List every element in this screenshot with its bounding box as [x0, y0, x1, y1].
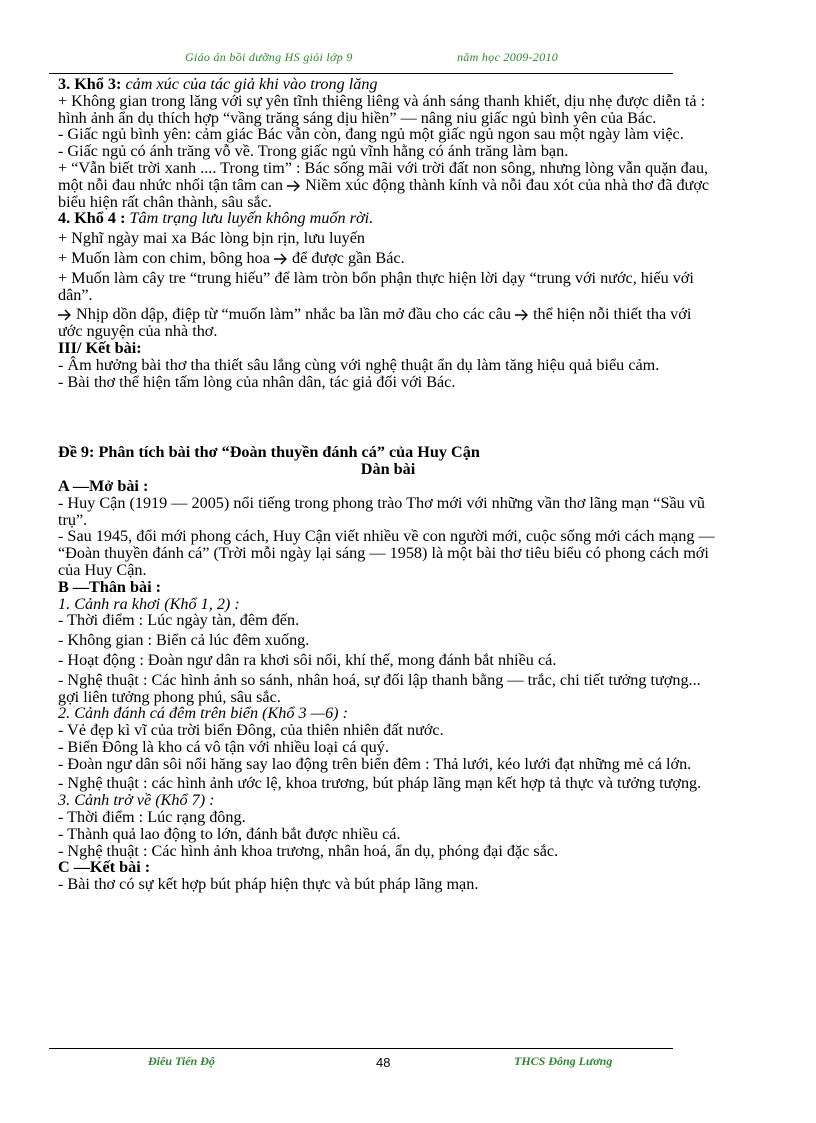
- paragraph: - Nghệ thuật : Các hình ảnh so sánh, nhân hoá, sự đối lập thanh bằng — trắc, chi tiết tưởng tượng... gợi liên tưởng phong phú, sâu sắc.: [58, 670, 701, 706]
- footer-author: Điêu Tiến Độ: [148, 1054, 215, 1068]
- paragraph: + Muốn làm cây tre “trung hiếu” để làm tròn bổn phận thực hiện lời dạy “trung với nước, hiếu với dân”.: [58, 268, 694, 304]
- paragraph: + Muốn làm con chim, bông hoa để được gần Bác.: [58, 248, 405, 267]
- paragraph: - Hoạt động : Đoàn ngư dân ra khơi sôi nổi, khí thế, mong đánh bắt nhiều cá.: [58, 650, 557, 669]
- paragraph: + “Vẫn biết trời xanh .... Trong tim” : Bác sống mãi với trời đất non sông, nhưng lòng vẫn quặn đau, một nỗi đau nhức nhối tận tâm can Niềm xúc động thành kính và nỗi đau xót của nhà thơ đã được biểu hiện rất chân thành, sâu sắc.: [58, 158, 710, 211]
- subsection-heading: 3. Cảnh trở về (Khổ 7) :: [58, 791, 215, 810]
- arrow-right-icon: [515, 306, 529, 323]
- paragraph: - Giấc ngủ bình yên: cảm giác Bác vẫn còn, đang ngủ một giấc ngủ ngon sau một ngày làm việc.: [58, 125, 684, 144]
- exercise-subtitle: Dàn bài: [360, 460, 416, 479]
- section-kho4-heading: 4. Khổ 4 : Tâm trạng lưu luyến không muốn rời.: [58, 209, 374, 228]
- arrow-right-icon: [274, 250, 288, 267]
- paragraph: - Biển Đông là kho cá vô tận với nhiều loại cá quý.: [58, 737, 389, 756]
- section-a-heading: A —Mở bài :: [58, 476, 149, 495]
- header-rule: [49, 73, 673, 74]
- paragraph: - Huy Cận (1919 — 2005) nổi tiếng trong phong trào Thơ mới với những vần thơ lãng mạn “Sầu vũ trụ”.: [58, 493, 705, 529]
- exercise-title: Đề 9: Phân tích bài thơ “Đoàn thuyền đánh cá” của Huy Cận: [58, 443, 480, 462]
- paragraph: - Giấc ngủ có ánh trăng vỗ về. Trong giấc ngủ vĩnh hằng có ánh trăng làm bạn.: [58, 142, 569, 161]
- page-content: [58, 76, 718, 893]
- page-number: 48: [376, 1055, 391, 1070]
- paragraph: - Đoàn ngư dân sôi nổi hăng say lao động trên biển đêm : Thả lưới, kéo lưới đạt những mẻ cá lớn.: [58, 754, 692, 773]
- paragraph: - Vẻ đẹp kì vĩ của trời biển Đông, của thiên nhiên đất nước.: [58, 721, 444, 740]
- paragraph: - Sau 1945, đổi mới phong cách, Huy Cận viết nhiều về con người mới, cuộc sống mới cách mạng — “Đoàn thuyền đánh cá” (Trời mỗi ngày lại sáng — 1958) là một bài thơ tiêu biểu có phong cách mới của Huy Cận.: [58, 527, 715, 579]
- paragraph: Nhịp dồn dập, điệp từ “muốn làm” nhắc ba lần mở đầu cho các câu thể hiện nỗi thiết tha với ước nguyện của nhà thơ.: [58, 305, 692, 341]
- paragraph: - Bài thơ có sự kết hợp bút pháp hiện thực và bút pháp lãng mạn.: [58, 875, 479, 894]
- section-b-heading: B —Thân bài :: [58, 577, 162, 596]
- paragraph: - Âm hưởng bài thơ tha thiết sâu lắng cùng với nghệ thuật ẩn dụ làm tăng hiệu quả biểu cảm.: [58, 355, 660, 374]
- paragraph: - Thời điểm : Lúc rạng đông.: [58, 808, 246, 827]
- header-right-text: năm học 2009-2010: [457, 50, 559, 64]
- subsection-heading: 1. Cảnh ra khơi (Khổ 1, 2) :: [58, 594, 240, 613]
- footer-school: THCS Đông Lương: [514, 1054, 613, 1068]
- paragraph: - Bài thơ thể hiện tấm lòng của nhân dân, tác giả đối với Bác.: [58, 372, 456, 391]
- arrow-right-icon: [287, 177, 301, 194]
- header-left-text: Giáo án bồi dưỡng HS giỏi lớp 9: [185, 50, 353, 64]
- paragraph: + Không gian trong lăng với sự yên tĩnh thiêng liêng và ánh sáng thanh khiết, dịu nhẹ được diễn tả : hình ảnh ẩn dụ thích hợp “vầng trăng sáng dịu hiền” — nâng niu giấc ngủ bình yên của Bác.: [58, 91, 706, 127]
- paragraph: - Nghệ thuật : các hình ảnh ước lệ, khoa trương, bút pháp lãng mạn kết hợp tả thực và tưởng tượng.: [58, 774, 702, 793]
- paragraph: - Nghệ thuật : Các hình ảnh khoa trương, nhân hoá, ẩn dụ, phóng đại đặc sắc.: [58, 841, 559, 860]
- section-kho3-heading: 3. Khổ 3: cảm xúc của tác giả khi vào trong lăng: [58, 75, 378, 93]
- paragraph: - Thời điểm : Lúc ngày tàn, đêm đến.: [58, 611, 300, 630]
- section-c-heading: C —Kết bài :: [58, 858, 151, 877]
- footer-rule: [49, 1048, 673, 1049]
- paragraph: + Nghĩ ngày mai xa Bác lòng bịn rịn, lưu luyến: [58, 229, 365, 248]
- arrow-right-icon: [58, 306, 72, 323]
- section-ket-bai-heading: III/ Kết bài:: [58, 338, 142, 357]
- paragraph: - Thành quả lao động to lớn, đánh bắt được nhiều cá.: [58, 824, 401, 843]
- subsection-heading: 2. Cảnh đánh cá đêm trên biển (Khổ 3 —6) :: [58, 704, 348, 723]
- paragraph: - Không gian : Biển cả lúc đêm xuống.: [58, 631, 310, 650]
